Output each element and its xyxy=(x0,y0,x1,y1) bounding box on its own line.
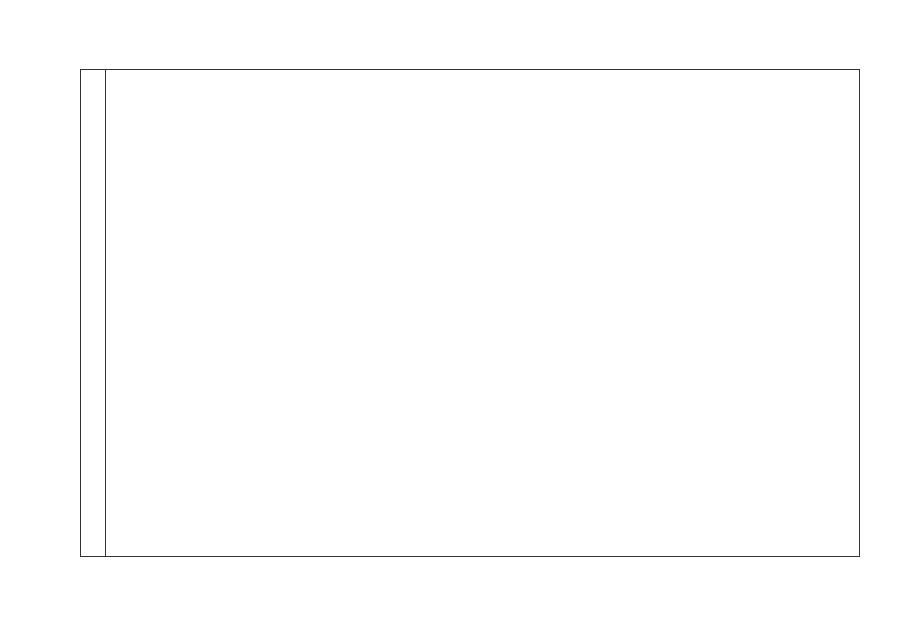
formula-table xyxy=(80,69,860,557)
table-left-column xyxy=(81,70,106,556)
table-rows xyxy=(106,70,859,556)
